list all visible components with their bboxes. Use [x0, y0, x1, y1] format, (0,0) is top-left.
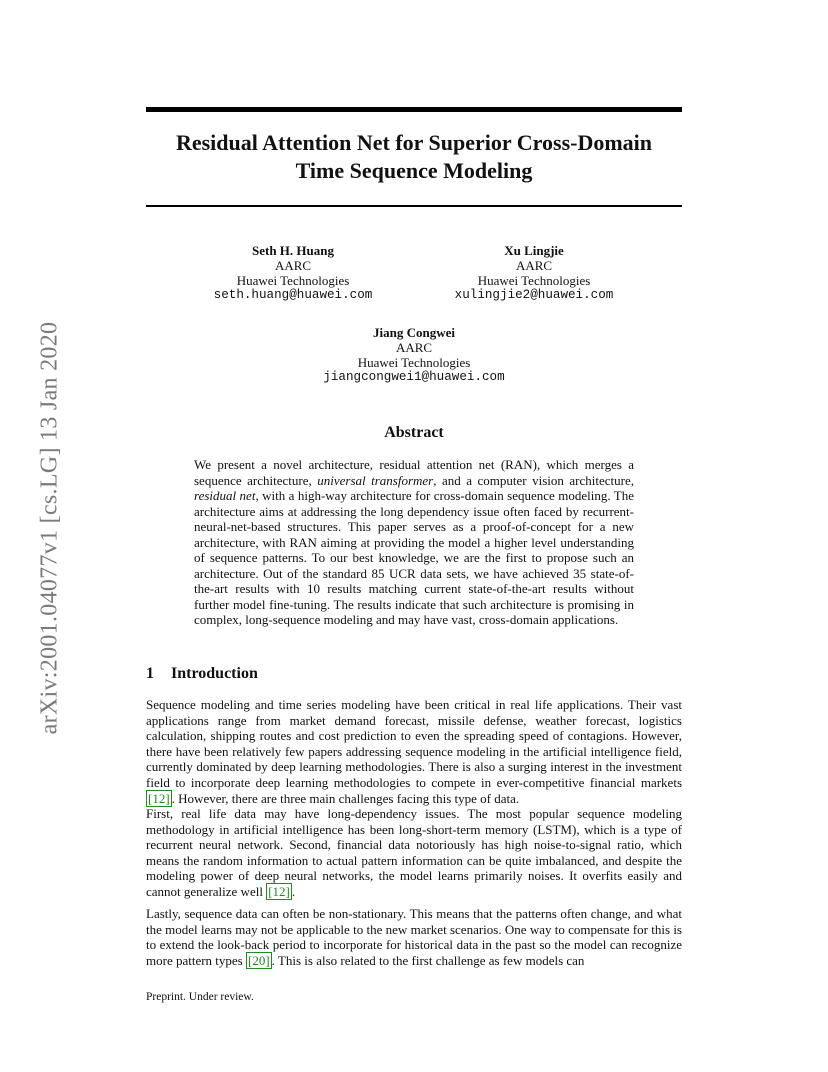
author-email: seth.huang@huawei.com — [213, 288, 373, 302]
section-heading — [146, 664, 258, 684]
paragraph-text: . — [291, 883, 296, 899]
abstract-emphasis: residual net — [194, 488, 256, 503]
author-name: Xu Lingjie — [504, 243, 564, 258]
arxiv-identifier-stamp: arXiv:2001.04077v1 [cs.LG] 13 Jan 2020 — [36, 321, 63, 735]
author-organization: Huawei Technologies — [477, 273, 591, 288]
abstract-body — [194, 457, 634, 628]
title-top-rule — [146, 107, 682, 112]
author-name: Seth H. Huang — [252, 243, 334, 258]
paragraph-text: Sequence modeling and time series modeling have been critical in real life applications. Their vast applications range from market demand forecast, missile defense, weather forecast, logistics calculation, shipping routes and cost prediction to even the spreading speed of contagions. However, there have been relatively few papers addressing sequence modeling in the artificial intelligence field, currently dominated by deep learning methodologies. There is also a surging interest in the investment field to incorporate deep learning methodologies to compete in ever-competitive financial markets — [146, 697, 682, 790]
author-affiliation: AARC — [274, 258, 312, 273]
abstract-text: We present a novel architecture, residual attention net (RAN), which merges a sequence architecture, — [194, 457, 634, 488]
author-organization: Huawei Technologies — [236, 273, 350, 288]
title-bottom-rule — [146, 205, 682, 207]
abstract-text: , with a high-way architecture for cross-domain sequence modeling. The architecture aims at addressing the long dependency issue often faced by recurrent-neural-net-based structures. This paper serves as a proof-of-concept for a new architecture, with RAN aiming at providing the model a higher level understanding of sequence patterns. To our best knowledge, we are the first to propose such an architecture. Out of the standard 85 UCR data sets, we have achieved 35 state-of-the-art results with 10 results matching current state-of-the-art results without further model fine-tuning. The results indicate that such architecture is promising in complex, long-sequence modeling and may have vast, cross-domain applications. — [194, 488, 634, 627]
intro-paragraph-1 — [146, 697, 682, 806]
author-block-1 — [193, 243, 393, 303]
citation-link[interactable]: [12] — [148, 790, 170, 806]
author-block-3 — [314, 325, 514, 385]
author-name: Jiang Congwei — [373, 325, 455, 340]
title-line-1: Residual Attention Net for Superior Cross-Domain — [175, 130, 653, 155]
title-line-2: Time Sequence Modeling — [295, 158, 533, 183]
abstract-emphasis: universal transformer — [317, 472, 434, 488]
preprint-footer: Preprint. Under review. — [146, 991, 254, 1003]
section-number: 1 — [146, 665, 154, 682]
intro-paragraph-3 — [146, 906, 682, 968]
paragraph-text: First, real life data may have long-dependency issues. The most popular sequence modeling methodology in artificial intelligence has been long-short-term memory (LSTM), which is a type of recurrent neural network. Second, financial data notoriously has high noise-to-signal ratio, which means the random information to actual pattern information can be quite imbalanced, and despite the modeling power of deep neural networks, the model learns primarily noises. It overfits easily and cannot generalize well — [146, 806, 682, 899]
author-organization: Huawei Technologies — [357, 355, 471, 370]
author-affiliation: AARC — [515, 258, 553, 273]
abstract-heading: Abstract — [384, 424, 444, 441]
paragraph-text: Lastly, sequence data can often be non-stationary. This means that the patterns often change, and what the model learns may not be applicable to the new market scenarios. One way to compensate for this is to extend the look-back period to incorporate for historical data in the past so the model can recognize more pattern types — [146, 906, 682, 968]
author-block-2 — [434, 243, 634, 303]
paragraph-text: . However, there are three main challenges facing this type of data. — [171, 790, 520, 806]
section-title: Introduction — [171, 665, 258, 682]
author-email: jiangcongwei1@huawei.com — [323, 370, 505, 384]
author-email: xulingjie2@huawei.com — [454, 288, 614, 302]
citation-link[interactable]: [20] — [248, 952, 270, 968]
citation-link[interactable]: [12] — [268, 883, 290, 899]
paper-title — [146, 129, 682, 185]
intro-paragraph-2 — [146, 806, 682, 900]
abstract-text: , and a computer vision architecture, — [433, 472, 634, 488]
author-affiliation: AARC — [395, 340, 433, 355]
paragraph-text: . This is also related to the first challenge as few models can — [271, 952, 585, 968]
